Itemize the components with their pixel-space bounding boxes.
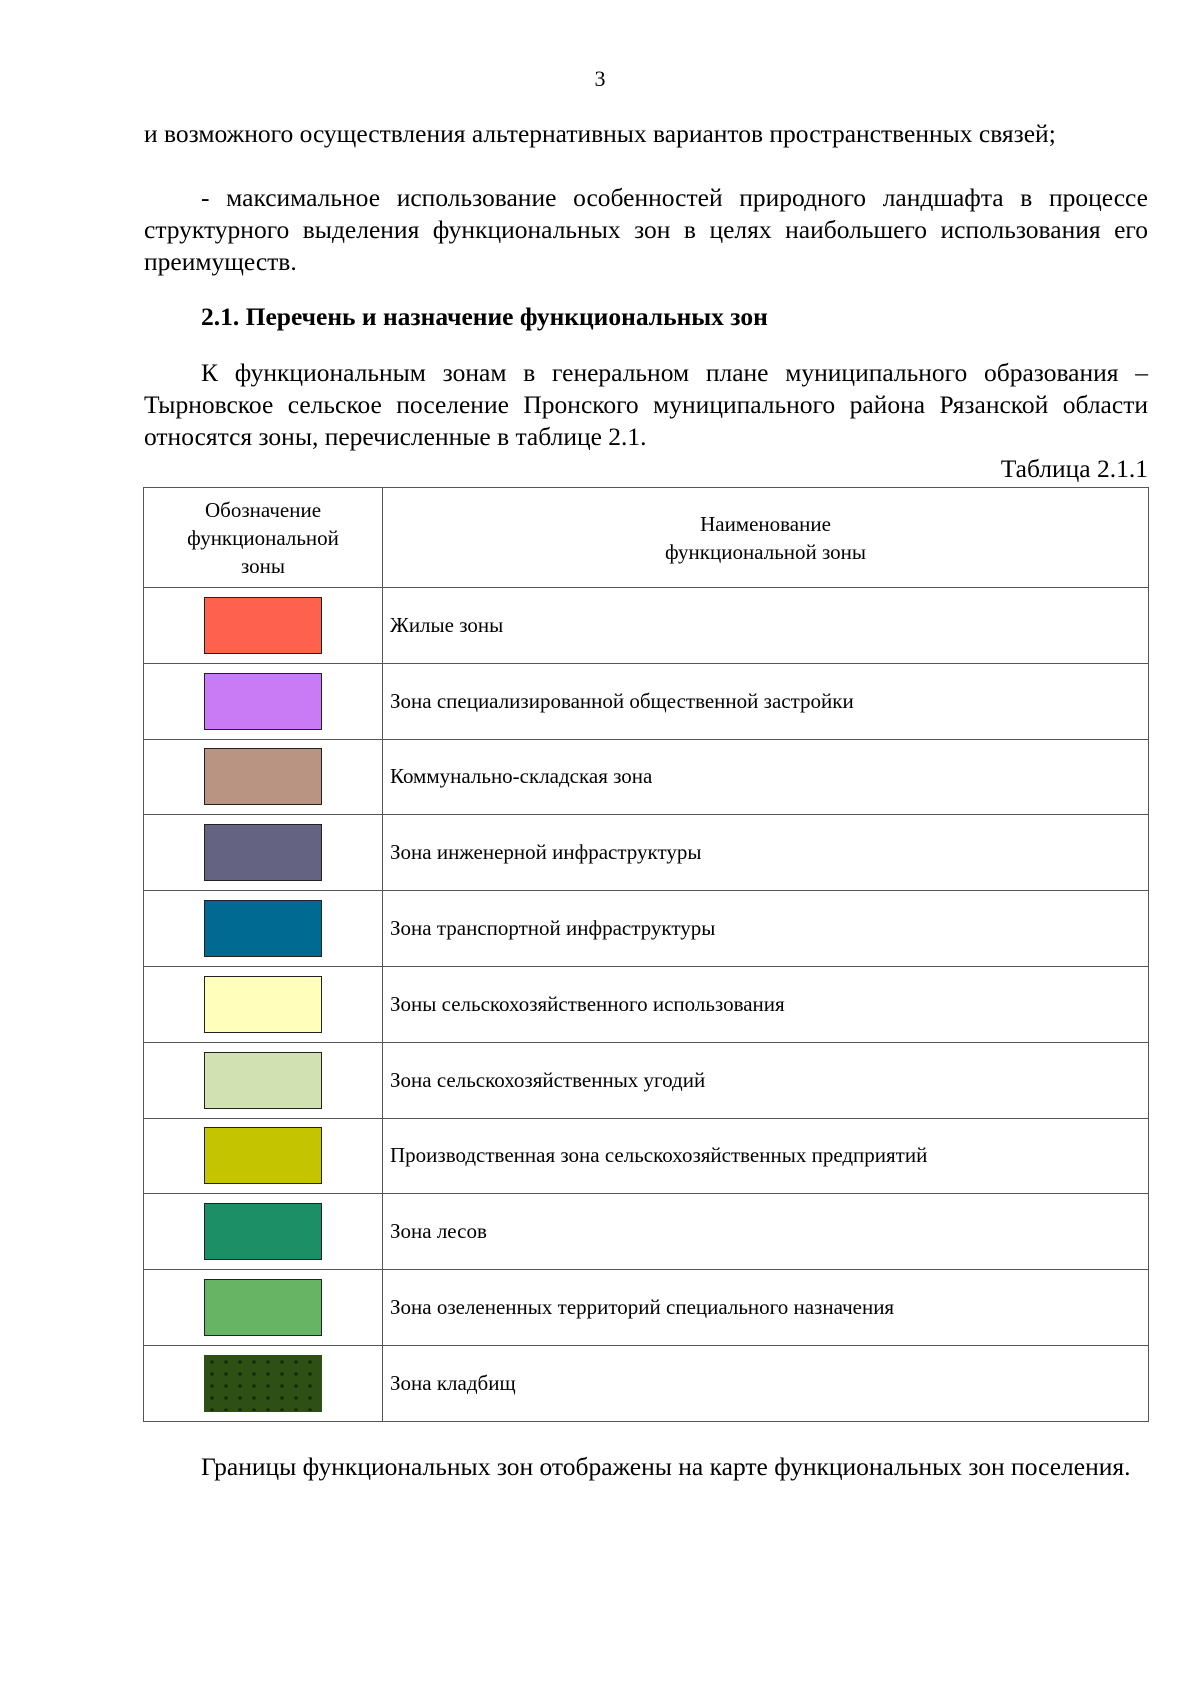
zone-name: Коммунально-складская зона xyxy=(383,739,1149,815)
color-swatch xyxy=(204,1355,322,1412)
symbol-cell xyxy=(144,1345,383,1421)
header-symbol-line: зоны xyxy=(240,553,286,578)
color-swatch xyxy=(204,597,322,654)
paragraph-zones-intro: К функциональным зонам в генеральном плане муниципального образования – Тырновское сельское поселение Пронского муниципального района Рязанской области относятся зоны, перечисленные в таблице 2.1. xyxy=(144,358,1148,451)
zone-name: Зона инженерной инфраструктуры xyxy=(383,815,1149,891)
header-name xyxy=(383,488,1149,588)
symbol-cell xyxy=(144,815,383,891)
header-name-line: функциональной зоны xyxy=(664,539,867,564)
table-caption: Таблица 2.1.1 xyxy=(1000,454,1148,483)
paragraph-continuation: и возможного осуществления альтернативных вариантов пространственных связей; xyxy=(144,119,1056,148)
table-row xyxy=(144,663,1149,739)
table-row xyxy=(144,1042,1149,1118)
table-row xyxy=(144,966,1149,1042)
table-row xyxy=(144,588,1149,664)
section-heading: 2.1. Перечень и назначение функциональных зон xyxy=(201,302,768,331)
color-swatch xyxy=(204,673,322,730)
header-symbol xyxy=(144,488,383,588)
symbol-cell xyxy=(144,1118,383,1194)
page-number: 3 xyxy=(594,66,606,91)
symbol-cell xyxy=(144,1042,383,1118)
zone-name: Зона специализированной общественной застройки xyxy=(383,663,1149,739)
table-row xyxy=(144,1194,1149,1270)
color-swatch xyxy=(204,824,322,881)
color-swatch xyxy=(204,748,322,805)
color-swatch xyxy=(204,1203,322,1260)
table-row xyxy=(144,739,1149,815)
zone-name: Зона лесов xyxy=(383,1194,1149,1270)
zone-name: Производственная зона сельскохозяйственных предприятий xyxy=(383,1118,1149,1194)
symbol-cell xyxy=(144,966,383,1042)
color-swatch xyxy=(204,1052,322,1109)
symbol-cell xyxy=(144,739,383,815)
color-swatch xyxy=(204,1127,322,1184)
table-row xyxy=(144,891,1149,967)
table-row xyxy=(144,1118,1149,1194)
table-row xyxy=(144,815,1149,891)
header-symbol-line: функциональной xyxy=(187,525,339,550)
zones-table xyxy=(143,487,1149,1422)
zone-name: Зона транспортной инфраструктуры xyxy=(383,891,1149,967)
zone-name: Жилые зоны xyxy=(383,588,1149,664)
zone-name: Зоны сельскохозяйственного использования xyxy=(383,966,1149,1042)
symbol-cell xyxy=(144,663,383,739)
paragraph-landscape: - максимальное использование особенностей природного ландшафта в процессе структурного выделения функциональных зон в целях наибольшего использования его преимуществ. xyxy=(144,183,1148,276)
zone-name: Зона озелененных территорий специального назначения xyxy=(383,1270,1149,1346)
color-swatch xyxy=(204,900,322,957)
zone-name: Зона сельскохозяйственных угодий xyxy=(383,1042,1149,1118)
color-swatch xyxy=(204,976,322,1033)
symbol-cell xyxy=(144,588,383,664)
zone-name: Зона кладбищ xyxy=(383,1345,1149,1421)
header-name-line: Наименование xyxy=(700,511,831,536)
color-swatch xyxy=(204,1279,322,1336)
paragraph-zone-boundaries: Границы функциональных зон отображены на карте функциональных зон поселения. xyxy=(201,1452,1131,1481)
table-row xyxy=(144,1270,1149,1346)
header-symbol-line: Обозначение xyxy=(204,497,322,522)
symbol-cell xyxy=(144,891,383,967)
symbol-cell xyxy=(144,1194,383,1270)
symbol-cell xyxy=(144,1270,383,1346)
table-row xyxy=(144,1345,1149,1421)
table-header-row xyxy=(144,488,1149,588)
